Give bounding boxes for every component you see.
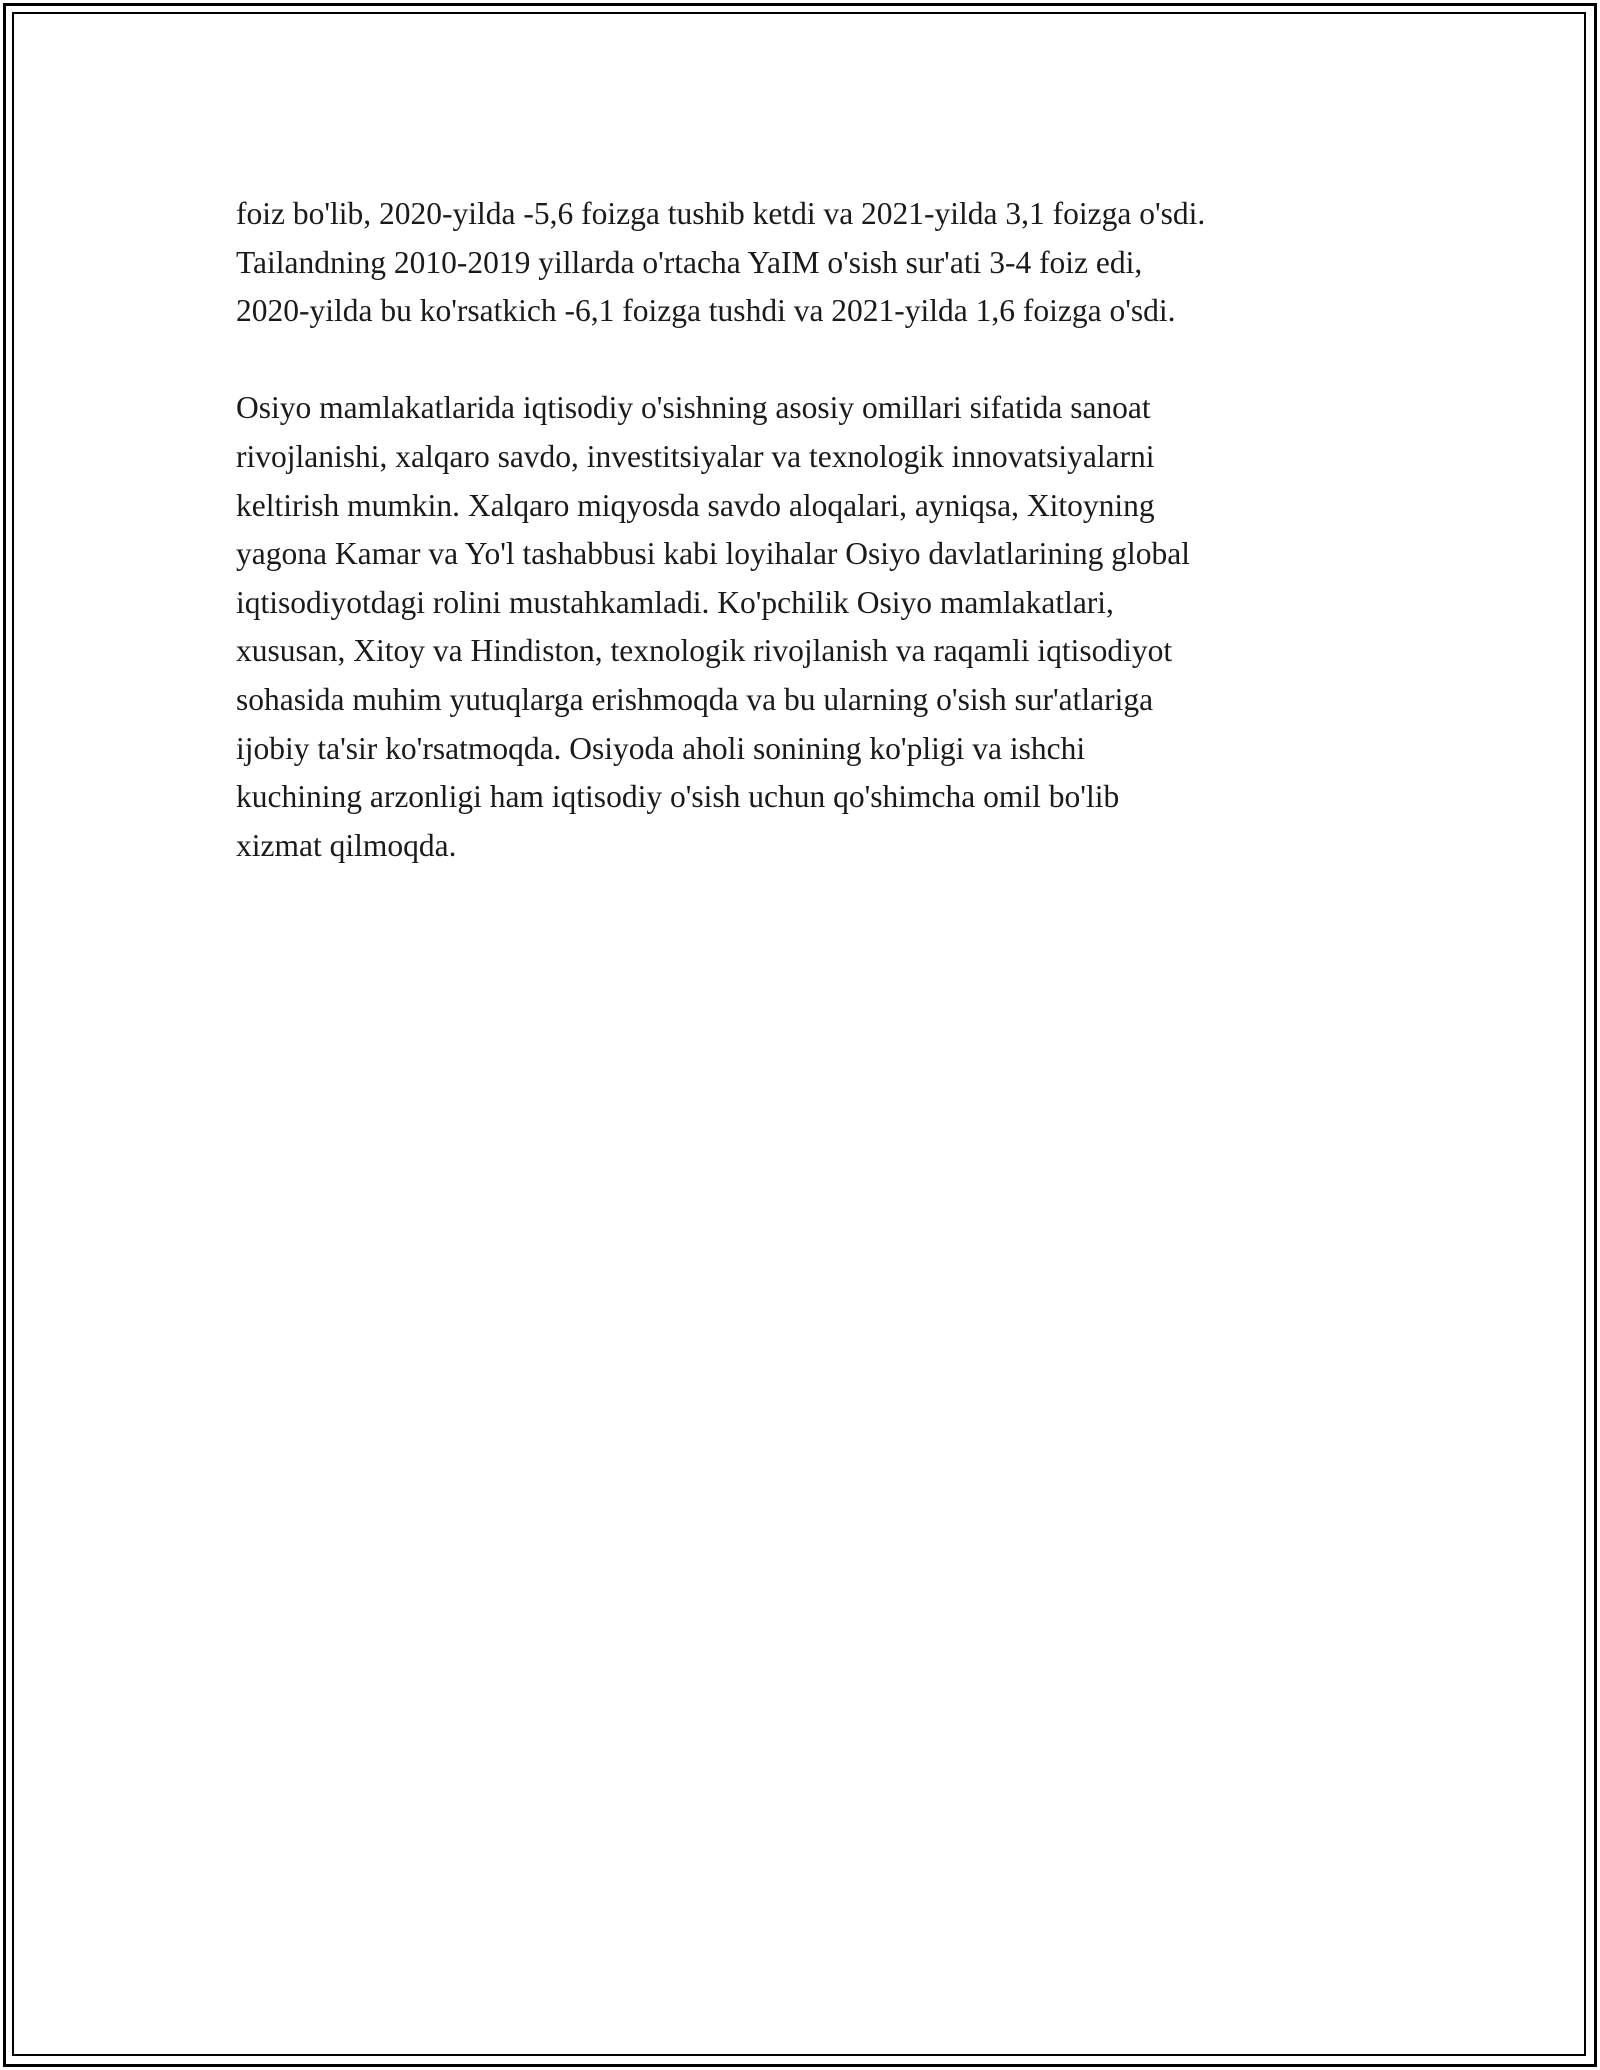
paragraph-growth-rates: foiz bo'lib, 2020-yilda -5,6 foizga tushib ketdi va 2021-yilda 3,1 foizga o'sdi. Tailandning 2010-2019 yillarda o'rtacha YaIM o'sish sur'ati 3-4 foiz edi, 2020-yilda bu ko'rsatkich -6,1 foizga tushdi va 2021-yilda 1,6 foizga o'sdi.: [236, 196, 1206, 329]
paragraph-growth-factors: Osiyo mamlakatlarida iqtisodiy o'sishning asosiy omillari sifatida sanoat rivojlanishi, xalqaro savdo, investitsiyalar va texnologik innovatsiyalarni keltirish mumkin. Xalqaro miqyosda savdo aloqalari, ayniqsa, Xitoyning yagona Kamar va Yo'l tashabbusi kabi loyihalar Osiyo davlatlarining global iqtisodiyotdagi rolini mustahkamladi. Ko'pchilik Osiyo mamlakatlari, xususan, Xitoy va Hindiston, texnologik rivojlanish va raqamli iqtisodiyot sohasida muhim yutuqlarga erishmoqda va bu ularning o'sish sur'atlariga ijobiy ta'sir ko'rsatmoqda. Osiyoda aholi sonining ko'pligi va ishchi kuchining arzonligi ham iqtisodiy o'sish uchun qo'shimcha omil bo'lib xizmat qilmoqda.: [236, 390, 1190, 863]
document-body: [236, 190, 1386, 919]
